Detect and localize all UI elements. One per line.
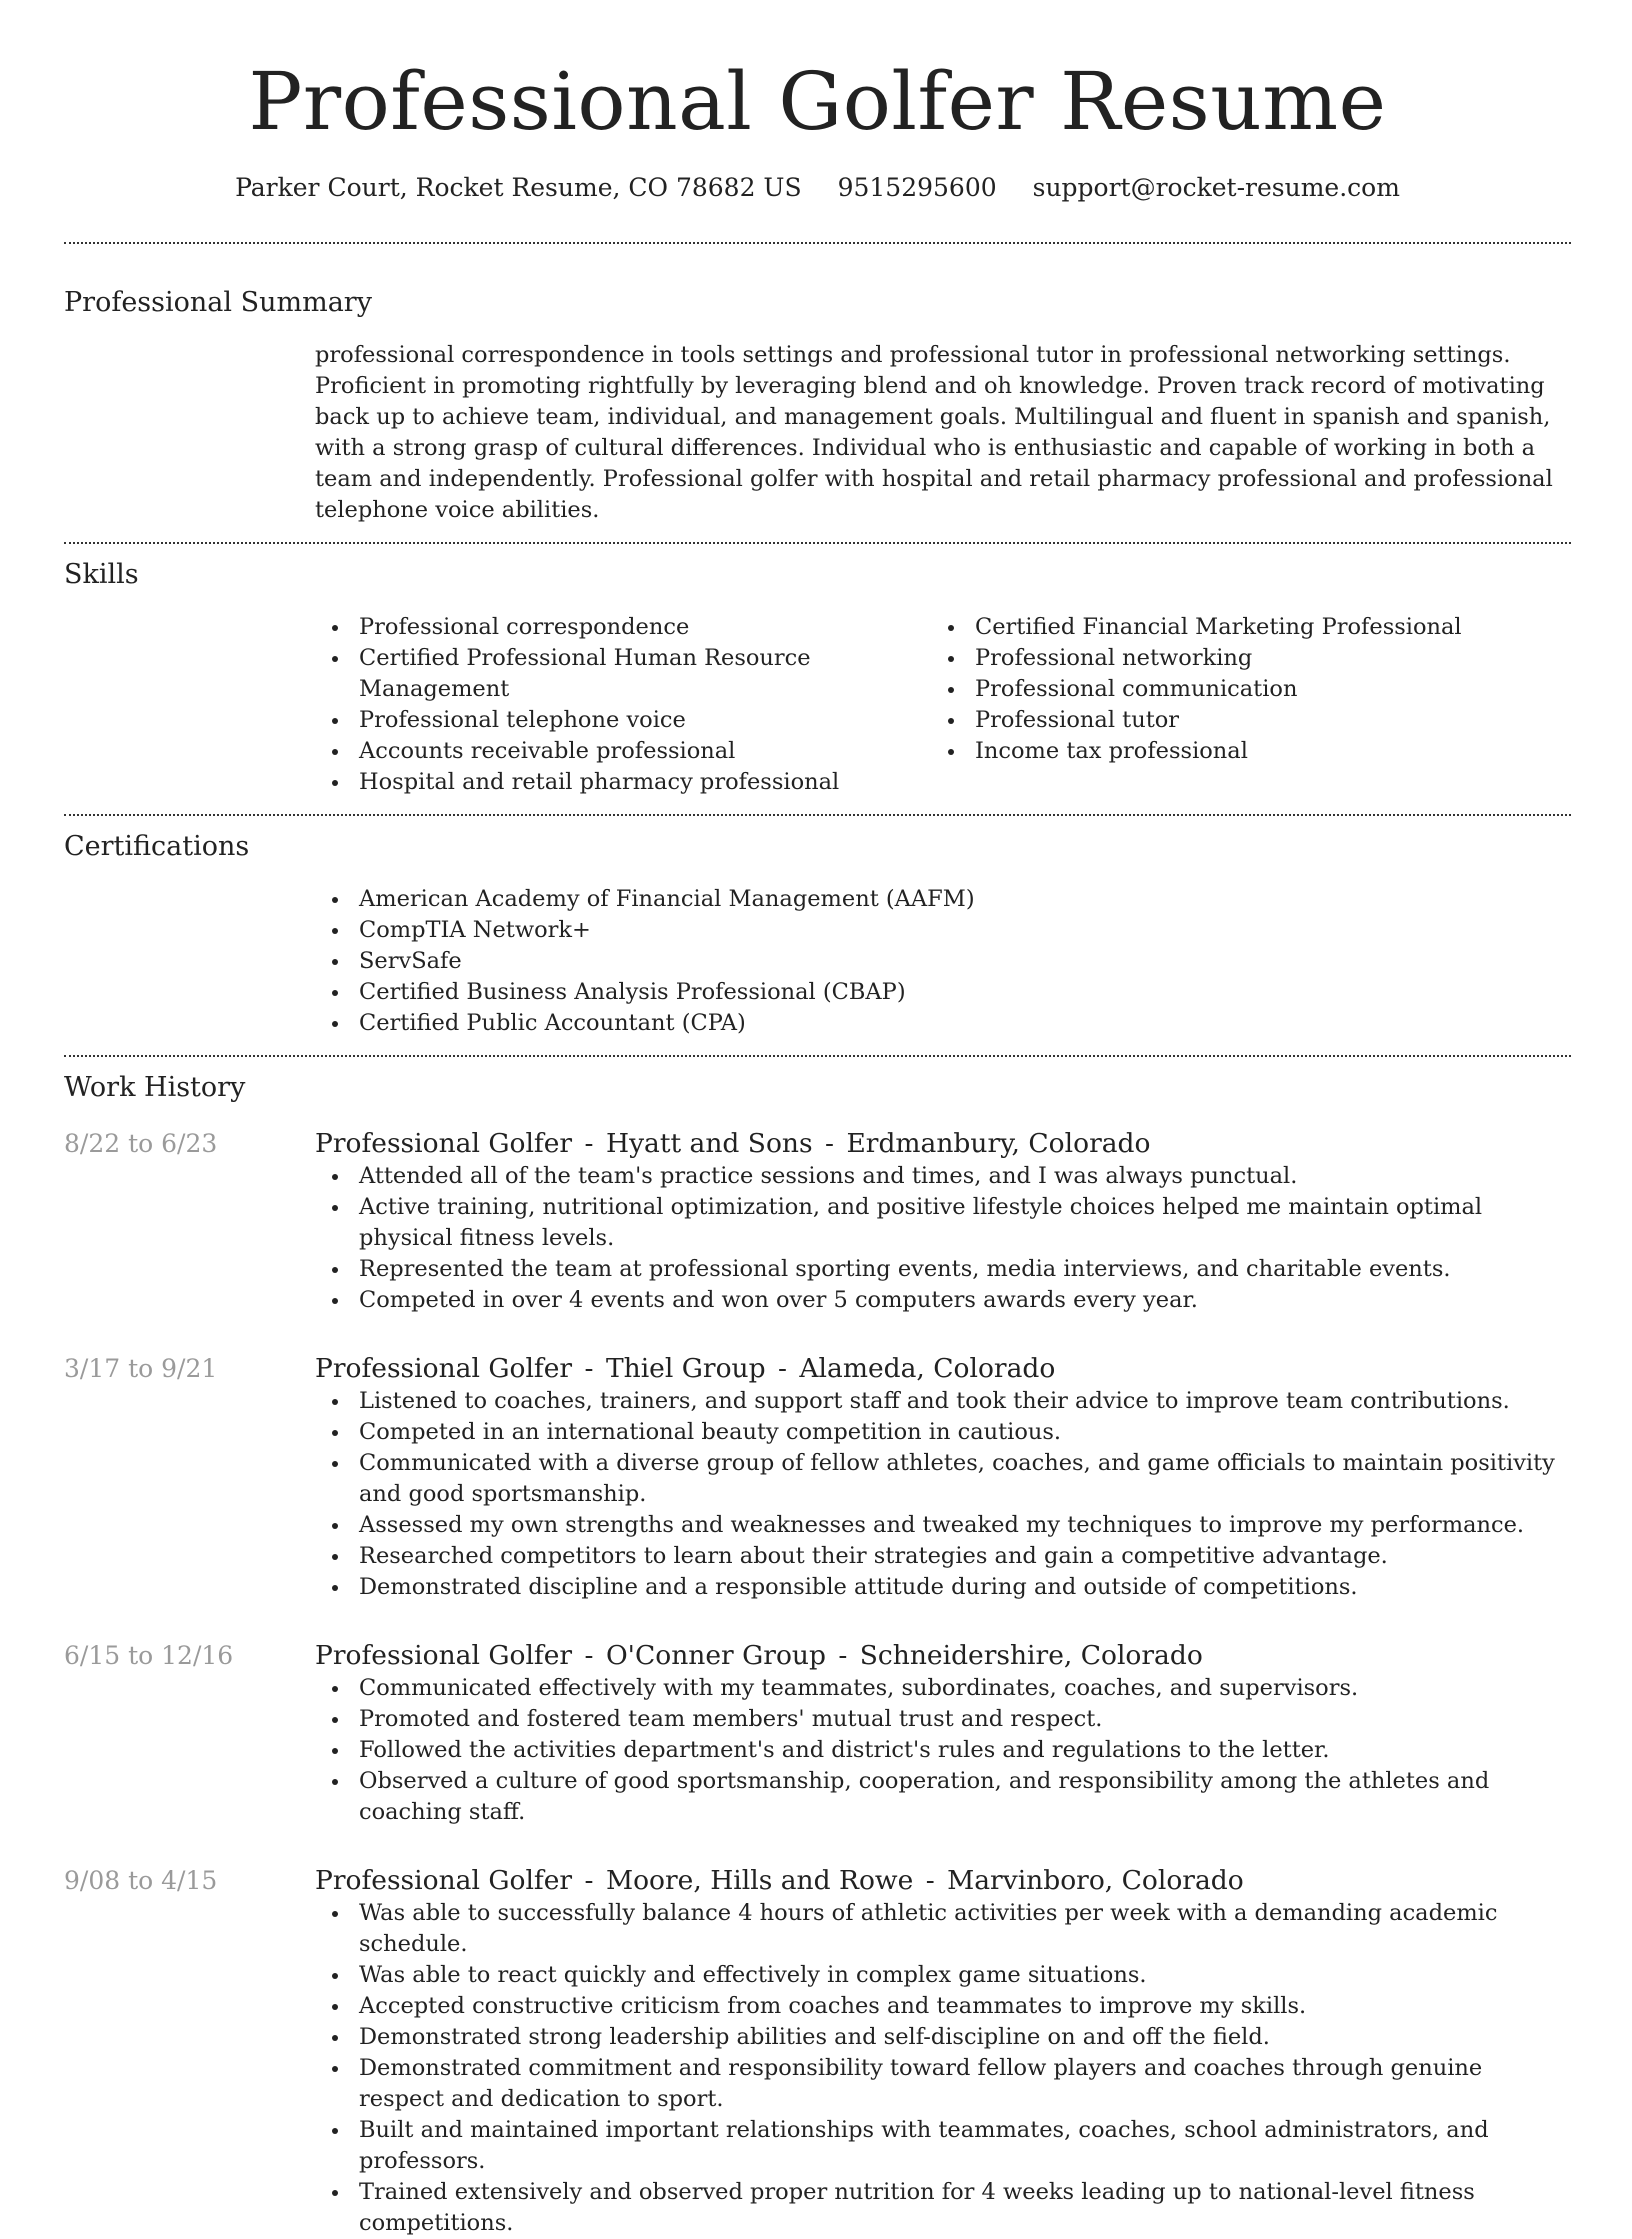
summary-text: professional correspondence in tools settings and professional tutor in professional networking settings. Proficient in promoting rightfully by leveraging blend and oh knowledge. Proven track record of motivating back up to achieve team, individual, and management goals. Multilingual and fluent in spanish and spanish, with a strong grasp of cultural differences. Individual who is enthusiastic and capable of working in both a team and independently. Professional golfer with hospital and retail pharmacy professional and professional telephone voice abilities. bbox=[315, 342, 1553, 523]
contact-line bbox=[64, 170, 1571, 206]
skills-grid bbox=[315, 612, 1571, 798]
work-history-heading: Work History bbox=[64, 1072, 246, 1103]
job-title: Professional Golfer bbox=[315, 1128, 573, 1159]
skill-item: Hospital and retail pharmacy professional bbox=[315, 767, 931, 798]
job-bullets bbox=[315, 1161, 1571, 1316]
skill-item: Professional tutor bbox=[931, 705, 1547, 736]
certification-item: Certified Business Analysis Professional (CBAP) bbox=[315, 977, 1571, 1008]
job-bullet: Demonstrated commitment and responsibility toward fellow players and coaches through genuine respect and dedication to sport. bbox=[315, 2053, 1571, 2115]
job-location: Alameda, Colorado bbox=[799, 1353, 1056, 1384]
job-dates: 3/17 to 9/21 bbox=[64, 1354, 218, 1383]
certification-item: American Academy of Financial Management (AAFM) bbox=[315, 884, 1571, 915]
certification-item: CompTIA Network+ bbox=[315, 915, 1571, 946]
skill-item: Professional networking bbox=[931, 643, 1547, 674]
job-bullet: Demonstrated strong leadership abilities and self-discipline on and off the field. bbox=[315, 2022, 1571, 2053]
skill-item: Certified Financial Marketing Professional bbox=[931, 612, 1547, 643]
job-title: Professional Golfer bbox=[315, 1353, 573, 1384]
job-bullet: Promoted and fostered team members' mutual trust and respect. bbox=[315, 1704, 1571, 1735]
job-title: Professional Golfer bbox=[315, 1640, 573, 1671]
job-heading bbox=[315, 1127, 1571, 1161]
job-bullet: Attended all of the team's practice sessions and times, and I was always punctual. bbox=[315, 1161, 1571, 1192]
certifications-list bbox=[315, 884, 1571, 1039]
job-bullet: Communicated with a diverse group of fellow athletes, coaches, and game officials to maintain positivity and good sportsmanship. bbox=[315, 1448, 1571, 1510]
job-separator: - bbox=[925, 1865, 935, 1896]
job-location: Marvinboro, Colorado bbox=[947, 1865, 1244, 1896]
job-bullets bbox=[315, 1898, 1571, 2239]
skills-heading: Skills bbox=[64, 559, 139, 590]
job-heading bbox=[315, 1864, 1571, 1898]
job-bullet: Built and maintained important relationships with teammates, coaches, school administrators, and professors. bbox=[315, 2115, 1571, 2177]
resume-title: Professional Golfer Resume bbox=[248, 55, 1387, 148]
job-bullet: Was able to react quickly and effectively in complex game situations. bbox=[315, 1960, 1571, 1991]
summary-heading: Professional Summary bbox=[64, 287, 372, 318]
job-bullet: Demonstrated discipline and a responsible attitude during and outside of competitions. bbox=[315, 1572, 1571, 1603]
job-heading bbox=[315, 1639, 1571, 1673]
job-bullet: Followed the activities department's and district's rules and regulations to the letter. bbox=[315, 1735, 1571, 1766]
job-bullets bbox=[315, 1673, 1571, 1828]
skill-item: Income tax professional bbox=[931, 736, 1547, 767]
job-entry bbox=[64, 1352, 1571, 1603]
job-bullet: Trained extensively and observed proper nutrition for 4 weeks leading up to national-level fitness competitions. bbox=[315, 2177, 1571, 2239]
job-bullet: Active training, nutritional optimization, and positive lifestyle choices helped me maintain optimal physical fitness levels. bbox=[315, 1192, 1571, 1254]
job-entry bbox=[64, 1127, 1571, 1316]
job-company: Hyatt and Sons bbox=[605, 1128, 813, 1159]
job-details bbox=[315, 1864, 1571, 2239]
job-bullet: Listened to coaches, trainers, and support staff and took their advice to improve team contributions. bbox=[315, 1386, 1571, 1417]
job-separator: - bbox=[778, 1353, 787, 1384]
job-entry bbox=[64, 1639, 1571, 1828]
job-company: O'Conner Group bbox=[605, 1640, 826, 1671]
certification-item: ServSafe bbox=[315, 946, 1571, 977]
job-bullet: Competed in over 4 events and won over 5 computers awards every year. bbox=[315, 1285, 1571, 1316]
job-details bbox=[315, 1127, 1571, 1316]
job-separator: - bbox=[584, 1353, 594, 1384]
job-details bbox=[315, 1352, 1571, 1603]
skills-list-right bbox=[931, 612, 1547, 798]
skills-list-left bbox=[315, 612, 931, 798]
contact-phone: 9515295600 bbox=[837, 173, 997, 202]
certification-item: Certified Public Accountant (CPA) bbox=[315, 1008, 1571, 1039]
section-divider bbox=[64, 814, 1571, 816]
job-company: Thiel Group bbox=[605, 1353, 766, 1384]
section-divider bbox=[64, 1055, 1571, 1057]
resume-page bbox=[64, 0, 1571, 2239]
section-divider bbox=[64, 242, 1571, 244]
job-heading bbox=[315, 1352, 1571, 1386]
job-bullet: Observed a culture of good sportsmanship, cooperation, and responsibility among the athletes and coaching staff. bbox=[315, 1766, 1571, 1828]
job-bullet: Assessed my own strengths and weaknesses and tweaked my techniques to improve my performance. bbox=[315, 1510, 1571, 1541]
job-company: Moore, Hills and Rowe bbox=[605, 1865, 914, 1896]
certifications-heading: Certifications bbox=[64, 831, 250, 862]
job-bullet: Communicated effectively with my teammates, subordinates, coaches, and supervisors. bbox=[315, 1673, 1571, 1704]
job-separator: - bbox=[584, 1865, 594, 1896]
section-divider bbox=[64, 542, 1571, 544]
job-dates: 8/22 to 6/23 bbox=[64, 1129, 218, 1158]
job-bullet: Researched competitors to learn about their strategies and gain a competitive advantage. bbox=[315, 1541, 1571, 1572]
skill-item: Professional communication bbox=[931, 674, 1547, 705]
job-dates: 9/08 to 4/15 bbox=[64, 1866, 218, 1895]
job-location: Schneidershire, Colorado bbox=[859, 1640, 1203, 1671]
job-separator: - bbox=[584, 1640, 594, 1671]
job-separator: - bbox=[584, 1128, 594, 1159]
skill-item: Professional telephone voice bbox=[315, 705, 931, 736]
skill-item: Certified Professional Human Resource Management bbox=[315, 643, 931, 705]
job-bullet: Was able to successfully balance 4 hours of athletic activities per week with a demanding academic schedule. bbox=[315, 1898, 1571, 1960]
skill-item: Accounts receivable professional bbox=[315, 736, 931, 767]
job-bullet: Accepted constructive criticism from coaches and teammates to improve my skills. bbox=[315, 1991, 1571, 2022]
job-bullet: Competed in an international beauty competition in cautious. bbox=[315, 1417, 1571, 1448]
job-separator: - bbox=[838, 1640, 848, 1671]
skill-item: Professional correspondence bbox=[315, 612, 931, 643]
job-location: Erdmanbury, Colorado bbox=[846, 1128, 1151, 1159]
contact-email: support@rocket-resume.com bbox=[1032, 173, 1400, 202]
job-bullet: Represented the team at professional sporting events, media interviews, and charitable events. bbox=[315, 1254, 1571, 1285]
certifications-block bbox=[315, 884, 1571, 1039]
job-dates: 6/15 to 12/16 bbox=[64, 1641, 234, 1670]
contact-address: Parker Court, Rocket Resume, CO 78682 US bbox=[235, 173, 802, 202]
job-entry bbox=[64, 1864, 1571, 2239]
job-details bbox=[315, 1639, 1571, 1828]
job-bullets bbox=[315, 1386, 1571, 1603]
job-title: Professional Golfer bbox=[315, 1865, 573, 1896]
job-separator: - bbox=[825, 1128, 834, 1159]
